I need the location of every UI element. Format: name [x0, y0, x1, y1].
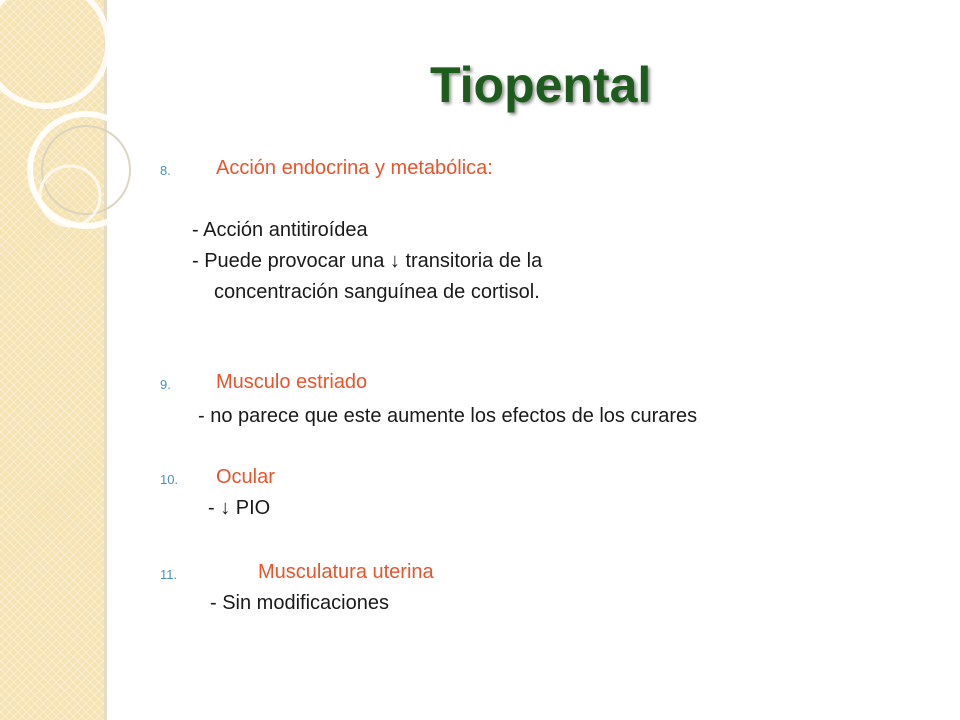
section-line: - Sin modificaciones — [210, 592, 389, 614]
slide-title: Tiopental — [430, 57, 652, 113]
side-decorative-band — [0, 0, 104, 720]
section-line: - Acción antitiroídea — [192, 219, 368, 241]
section-line: - no parece que este aumente los efectos de los curares — [198, 405, 698, 427]
section-number: 10. — [160, 472, 179, 487]
section-line: concentración sanguínea de cortisol. — [214, 281, 540, 303]
section-number: 11. — [160, 567, 178, 582]
section-heading: Musculatura uterina — [258, 561, 434, 583]
section-number: 9. — [160, 377, 171, 392]
section-line: - ↓ PIO — [208, 497, 271, 519]
section-heading: Musculo estriado — [216, 371, 368, 393]
section-line: - Puede provocar una ↓ transitoria de la — [192, 250, 543, 272]
section-heading: Acción endocrina y metabólica: — [216, 157, 493, 179]
section-number: 8. — [160, 163, 171, 178]
side-band-edge — [104, 0, 107, 720]
section-heading: Ocular — [216, 466, 275, 488]
